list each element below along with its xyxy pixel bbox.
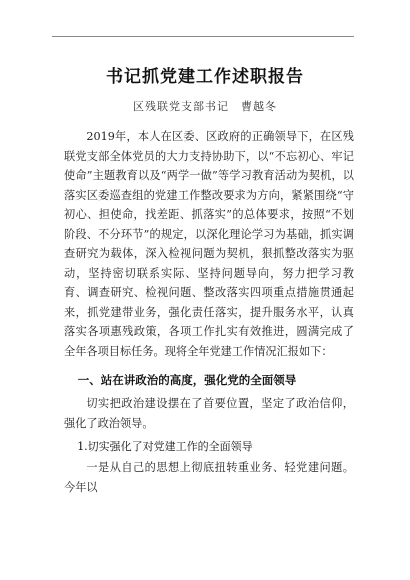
subsection-heading: 1.切实强化了对党建工作的全面领导 bbox=[77, 440, 253, 453]
subsection-paragraph: 一是从自己的思想上彻底扭转重业务、轻党建问题。今年以 bbox=[64, 461, 354, 494]
header-rule bbox=[52, 36, 354, 37]
intro-paragraph: 2019年，本人在区委、区政府的正确领导下，在区残联党支部全体党员的大力支持协助下，以“不忘初心、牢记使命”主题教育以及“两学一做”等学习教育活动为契机，以落实区委巡查组的党建工作整改要求为方向，紧紧围绕“守初心、担使命，找差距、抓落实”的总体要求，按照“不划阶段、不分环节”的规定，以深化理论学习为基础，抓实调查研究为载体，深入检视问题为契机，狠抓整改落实为驱动，坚持密切联系实际、坚持问题导向，努力把学习教育、调查研究、检视问题、整改落实四项重点措施贯通起来，抓党建带业务，强化责任落实，提升服务水平，认真落实各项惠残政策，各项工作扎实有效推进，圆满完成了全年各项目标任务。现将全年党建工作情况汇报如下： bbox=[64, 130, 354, 358]
author-byline: 区残联党支部书记 曹越冬 bbox=[133, 100, 277, 113]
document-body bbox=[64, 127, 354, 497]
document-title: 书记抓党建工作述职报告 bbox=[106, 67, 304, 87]
section-paragraph: 切实把政治建设摆在了首要位置，坚定了政治信仰，强化了政治领导。 bbox=[64, 397, 354, 430]
section-heading: 一、站在讲政治的高度，强化党的全面领导 bbox=[77, 373, 297, 387]
